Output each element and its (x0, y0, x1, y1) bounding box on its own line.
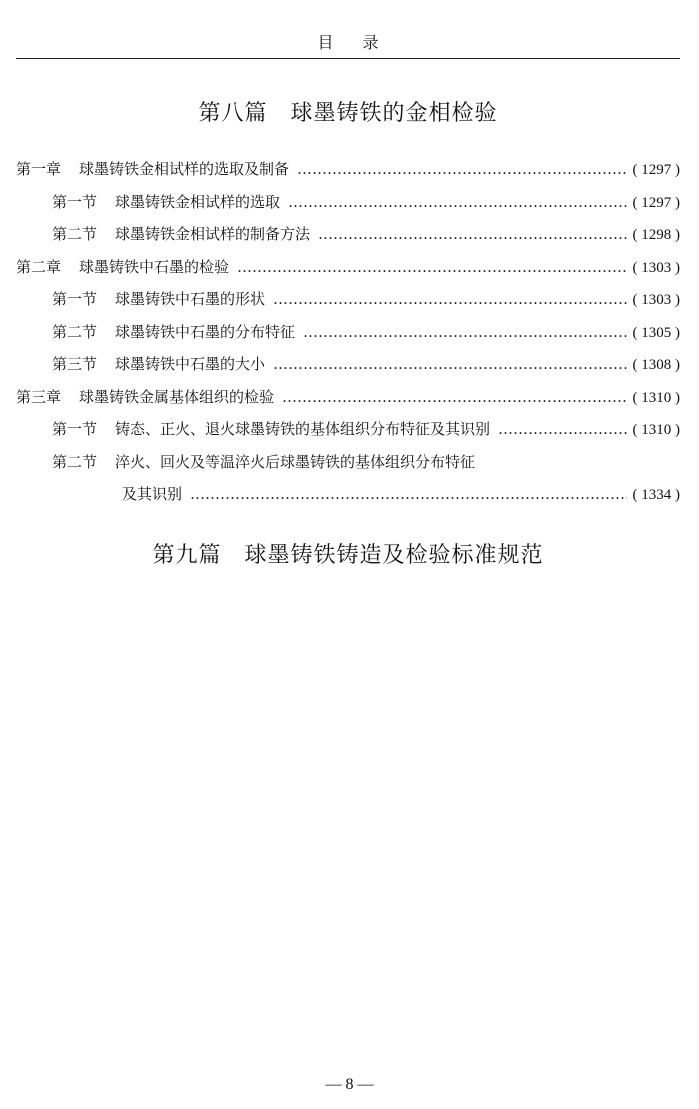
toc-page-number: ( 1334 ) (632, 487, 680, 503)
toc-entry-section[interactable] (16, 418, 680, 451)
toc-title: 球墨铸铁中石墨的检验 (79, 257, 230, 276)
dot-leader (297, 160, 626, 178)
toc-entry-chapter-2[interactable] (16, 256, 680, 289)
toc-number: 第一章 (16, 160, 62, 178)
toc-entry-section[interactable] (16, 191, 680, 224)
toc-title-continuation: 及其识别 (122, 485, 183, 503)
toc-number: 第一节 (52, 290, 98, 308)
toc-page-number: ( 1303 ) (632, 292, 680, 308)
toc-entry-section[interactable] (16, 288, 680, 321)
toc-entry-section[interactable] (16, 451, 680, 484)
dot-leader (288, 193, 626, 211)
toc-number: 第三节 (52, 355, 98, 373)
toc-page-number: ( 1297 ) (632, 194, 680, 211)
toc-entry-chapter-1[interactable] (16, 158, 680, 191)
toc-number: 第二章 (16, 257, 62, 276)
toc-entry-chapter-3[interactable] (16, 386, 680, 419)
toc-title: 球墨铸铁金相试样的制备方法 (115, 225, 311, 243)
toc-number: 第二节 (52, 322, 98, 341)
toc-number: 第一节 (52, 420, 98, 438)
dot-leader (303, 323, 626, 341)
toc-title: 球墨铸铁金相试样的选取 (115, 192, 281, 211)
toc-page-number: ( 1298 ) (632, 227, 680, 243)
toc-entry-continuation[interactable] (16, 483, 680, 516)
toc-title: 铸态、正火、退火球墨铸铁的基体组织分布特征及其识别 (115, 420, 491, 438)
toc-title: 球墨铸铁金属基体组织的检验 (79, 387, 275, 406)
part-title-9: 第九篇 球墨铸铁铸造及检验标准规范 (152, 543, 544, 568)
toc-number: 第一节 (52, 192, 98, 211)
toc-page-number: ( 1310 ) (632, 422, 680, 438)
toc-page-number: ( 1297 ) (632, 162, 680, 178)
dot-leader (282, 388, 626, 406)
toc-page-number: ( 1310 ) (632, 389, 680, 406)
running-title: 目 录 (317, 33, 391, 52)
dot-leader (318, 225, 626, 243)
toc-title: 球墨铸铁中石墨的形状 (115, 290, 266, 308)
toc-number: 第三章 (16, 387, 62, 406)
toc-entry-section[interactable] (16, 321, 680, 354)
part-title-8: 第八篇 球墨铸铁的金相检验 (198, 101, 498, 126)
toc-number: 第二节 (52, 225, 98, 243)
dot-leader (273, 290, 626, 308)
toc-title: 球墨铸铁金相试样的选取及制备 (79, 160, 290, 178)
toc-title: 淬火、回火及等温淬火后球墨铸铁的基体组织分布特征 (115, 452, 476, 471)
header-rule (16, 58, 680, 59)
toc-entry-section[interactable] (16, 223, 680, 256)
toc-page-number: ( 1303 ) (632, 259, 680, 276)
toc-page-number: ( 1305 ) (632, 324, 680, 341)
toc-entry-section[interactable] (16, 353, 680, 386)
toc-title: 球墨铸铁中石墨的分布特征 (115, 322, 296, 341)
dot-leader (190, 485, 626, 503)
table-of-contents (16, 158, 680, 516)
dot-leader (273, 355, 626, 373)
dot-leader (498, 420, 626, 438)
toc-page-number: ( 1308 ) (632, 357, 680, 373)
dot-leader (237, 258, 626, 276)
toc-number: 第二节 (52, 452, 98, 471)
page-folio: — 8 — (325, 1076, 374, 1093)
toc-title: 球墨铸铁中石墨的大小 (115, 355, 266, 373)
